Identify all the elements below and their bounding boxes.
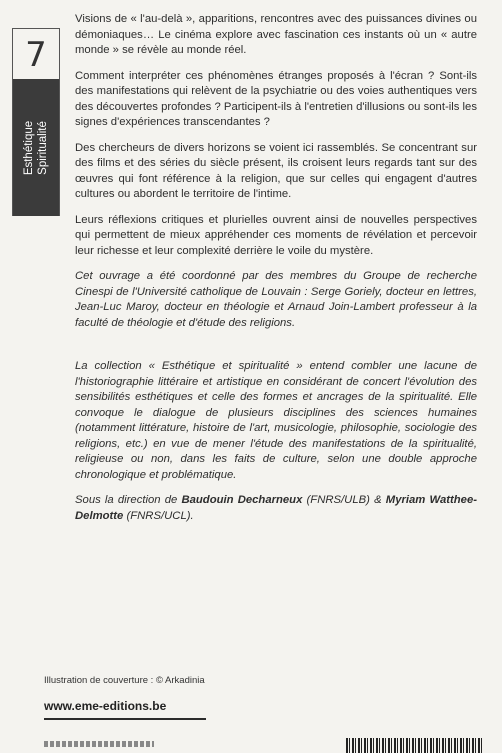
back-cover-text [75,12,477,534]
director-affiliation-2: (FNRS/UCL). [123,509,194,522]
paragraph-researchers: Des chercheurs de divers horizons se voient ici rassemblés. Se concentrant sur des films et des séries du siècle présent, ils croisent leurs regards tant sur des œuvres qui font référence à la religion, que sur celles qui engagent d'autres cultures ou abordent le territoire de l'intime. [75,141,477,200]
isbn-strip [44,741,154,747]
barcode [346,738,482,753]
illustration-credit: Illustration de couverture : © Arkadinia [44,675,205,686]
paragraph-questions: Comment interpréter ces phénomènes étranges proposés à l'écran ? Sont-ils des manifestations qui relèvent de la psychiatrie ou des voies authentiques vers des découvertes profondes ? Participent-ils à l'entretien d'illusions ou sont-ils les signes d'expériences transcendantes ? [75,69,477,128]
direction-prefix: Sous la direction de [75,494,182,506]
series-number: 7 [25,35,47,75]
paragraph-reflections: Leurs réflexions critiques et plurielles ouvrent ainsi de nouvelles perspectives qui permettent de mieux appréhender ces moments de révélation et percevoir leur richesse et leur complexité derrière le voile du mystère. [75,213,477,257]
series-band [13,79,59,216]
series-label [22,120,50,174]
paragraph-collection: La collection « Esthétique et spiritualité » entend combler une lacune de l'historiographie littéraire et artistique en considérant de concert l'évolution des sensibilités esthétiques et celle des formes et ancrages de la spiritualité. Elle convoque le dialogue de plusieurs disciplines des sciences humaines (notamment littérature, histoire de l'art, musicologie, philosophie, sociologie des religions, etc.) en vue de mener l'étude des manifestations de la spiritualité, religieuse ou non, dans les faits de culture, selon une double approche chronologique et problématique. [75,360,477,481]
paragraph-intro: Visions de « l'au-delà », apparitions, rencontres avec des puissances divines ou démoniaques… Le cinéma explore avec fascination ces instants où un « autre monde » se révèle au monde réel. [75,13,477,56]
paragraph-coordination: Cet ouvrage a été coordonné par des membres du Groupe de recherche Cinespi de l'Université catholique de Louvain : Serge Goriely, docteur en lettres, Jean-Luc Maroy, docteur en théologie et Arnaud Join-Lambert professeur à la faculté de théologie et d'étude des religions. [75,270,477,329]
series-box [12,28,60,216]
director-affiliation-1: (FNRS/ULB) & [302,494,386,506]
divider [44,718,206,720]
website-link[interactable]: www.eme-editions.be [44,699,167,713]
spacer [75,341,477,359]
series-label-line1: Esthétique [23,120,35,175]
paragraph-direction [75,493,477,524]
director-name-2: Myriam Watthee-Delmotte [75,494,477,522]
series-label-line2: Spiritualité [37,120,49,175]
director-name-1: Baudouin Decharneux [181,494,303,506]
